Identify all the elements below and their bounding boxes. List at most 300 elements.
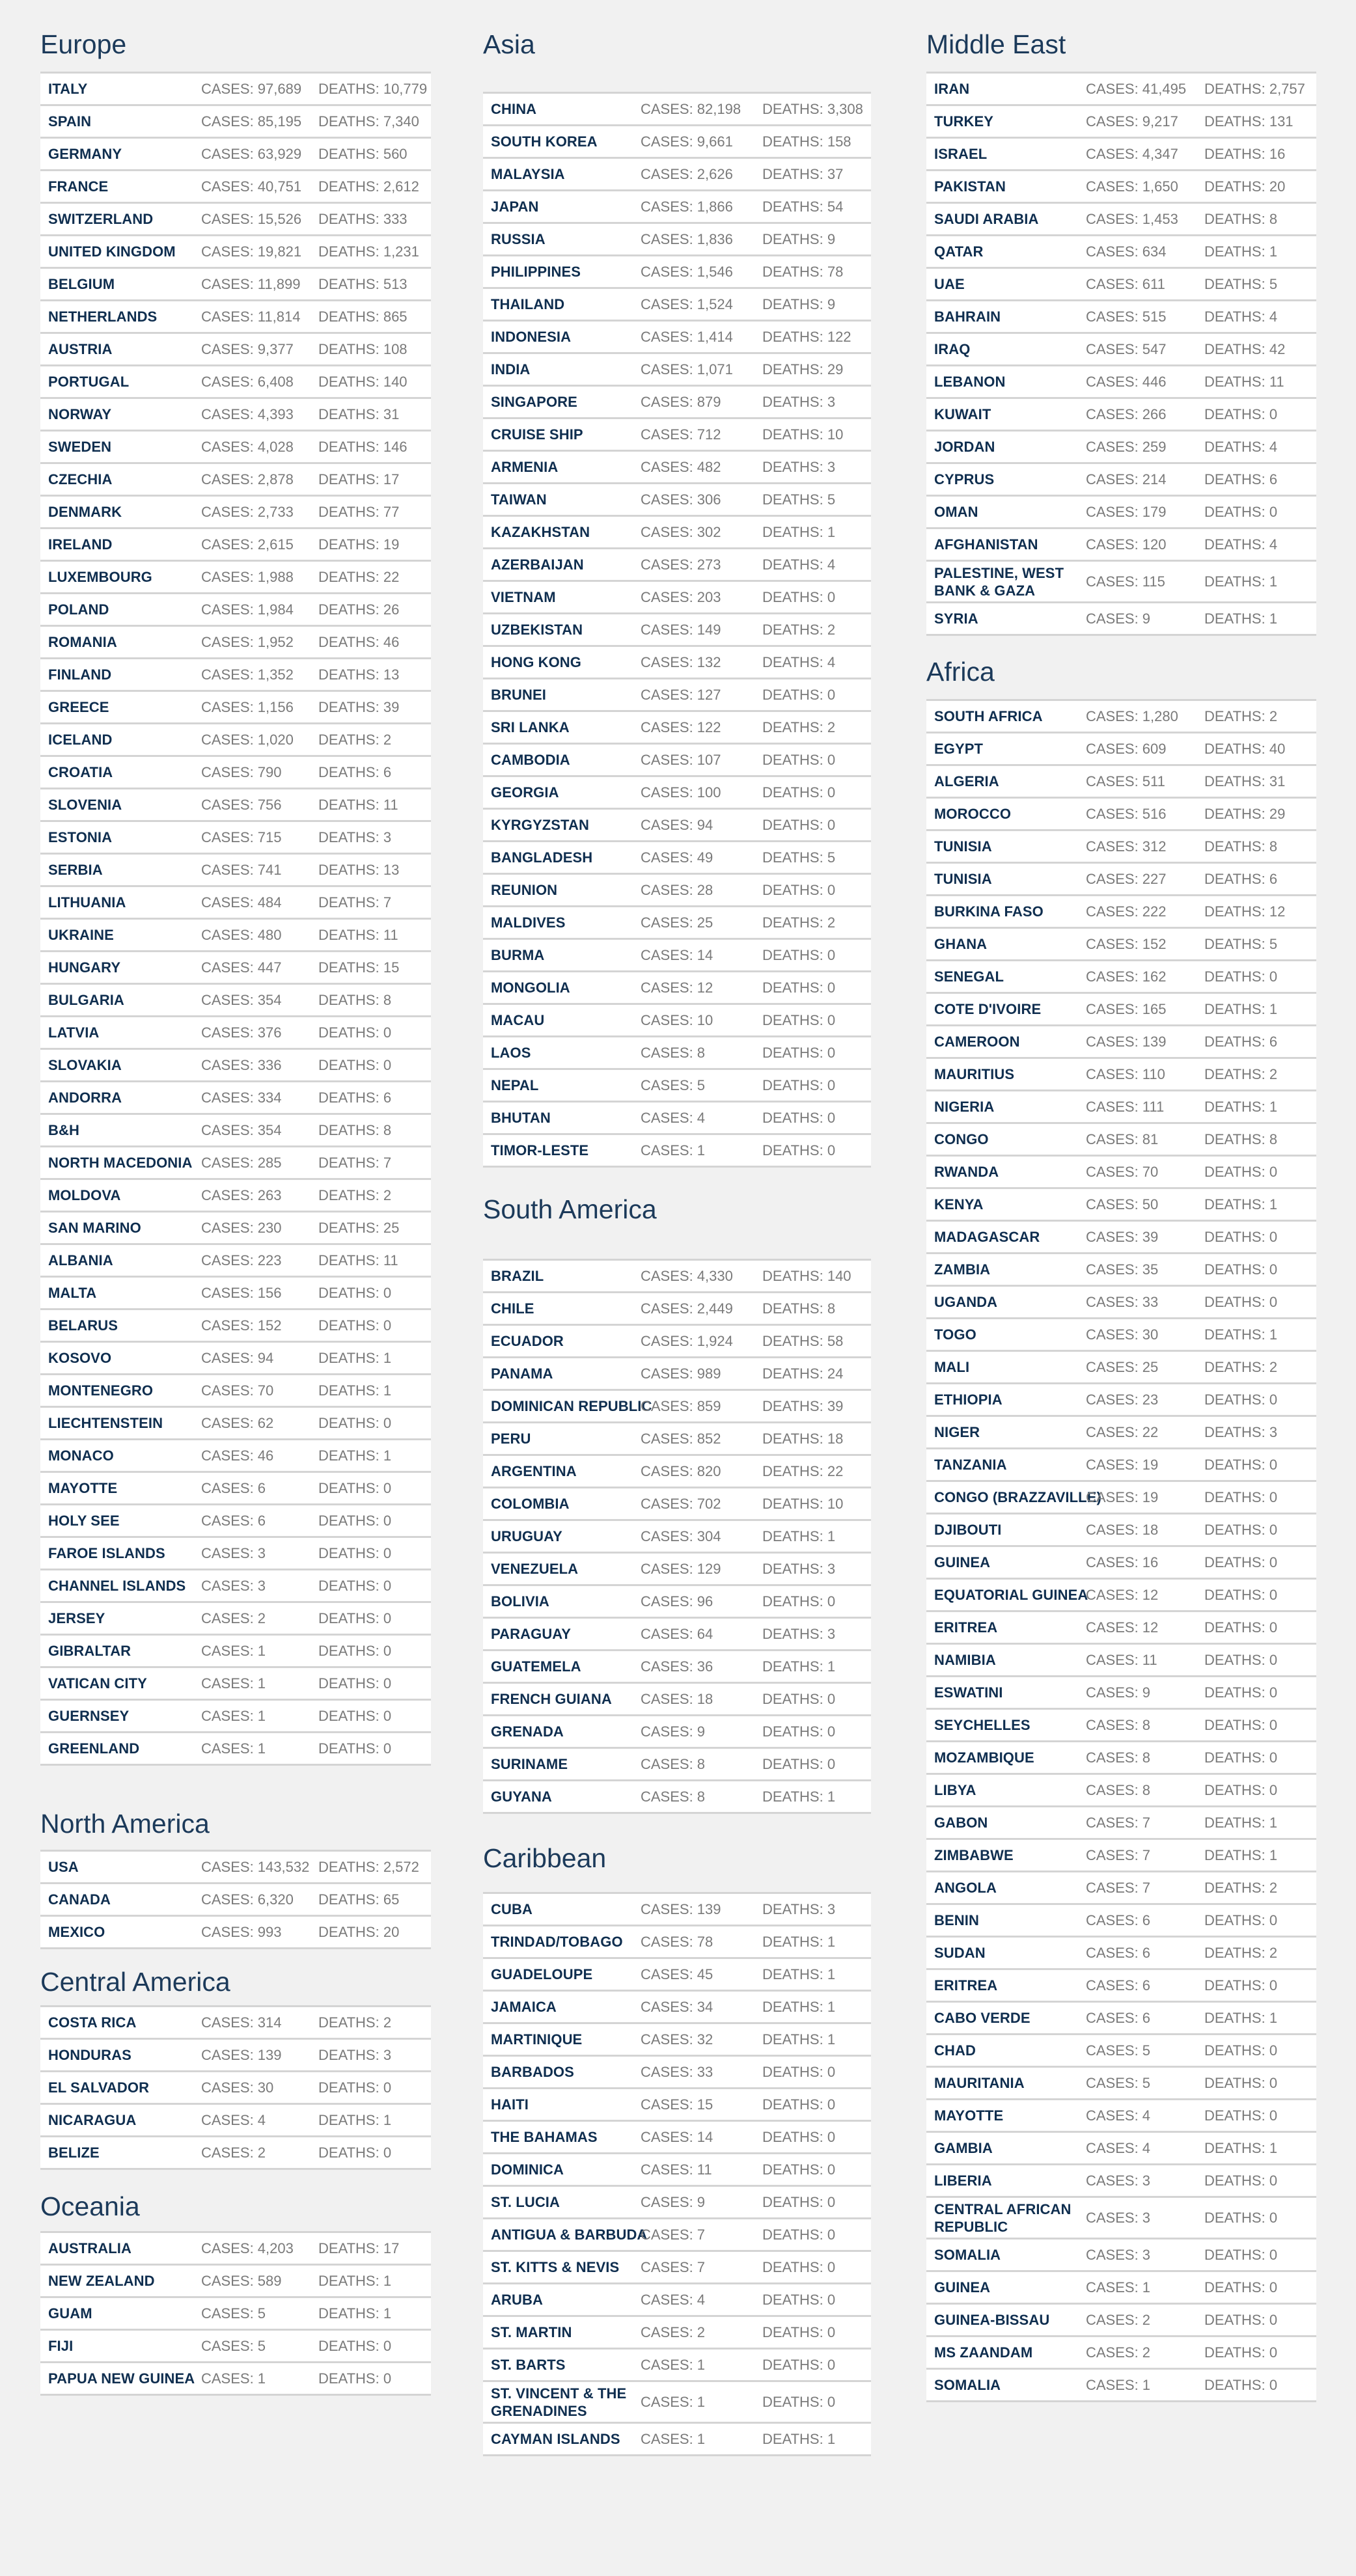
cases-count: CASES: 6 xyxy=(1086,1977,1151,1994)
cases-count: CASES: 1 xyxy=(201,1642,266,1659)
country-name: AUSTRIA xyxy=(48,340,113,357)
deaths-count: DEATHS: 1 xyxy=(1204,1098,1278,1115)
region-title-central-america: Central America xyxy=(40,1967,230,1997)
country-name: LIECHTENSTEIN xyxy=(48,1414,163,1431)
country-name: BRUNEI xyxy=(491,686,546,703)
region-title-north-america: North America xyxy=(40,1809,210,1839)
table-row xyxy=(40,2072,431,2105)
country-name: KAZAKHSTAN xyxy=(491,523,590,540)
cases-count: CASES: 14 xyxy=(641,2128,713,2145)
country-name: BHUTAN xyxy=(491,1109,551,1126)
country-name: SPAIN xyxy=(48,113,92,130)
deaths-count: DEATHS: 0 xyxy=(1204,1391,1278,1408)
deaths-count: DEATHS: 31 xyxy=(318,405,400,422)
country-name: UAE xyxy=(934,275,965,292)
cases-count: CASES: 4,330 xyxy=(641,1267,733,1284)
deaths-count: DEATHS: 1 xyxy=(762,2031,836,2048)
deaths-count: DEATHS: 0 xyxy=(318,1317,392,1334)
cases-count: CASES: 1,071 xyxy=(641,361,733,377)
country-name: HONG KONG xyxy=(491,653,582,670)
cases-count: CASES: 2 xyxy=(201,1610,266,1626)
country-name: HONDURAS xyxy=(48,2046,131,2063)
cases-count: CASES: 12 xyxy=(1086,1619,1159,1636)
table-row xyxy=(40,1852,431,1884)
country-name: UNITED KINGDOM xyxy=(48,243,176,260)
region-title-asia: Asia xyxy=(483,29,535,59)
deaths-count: DEATHS: 0 xyxy=(318,2370,392,2387)
table-row xyxy=(483,1005,871,1037)
deaths-count: DEATHS: 2 xyxy=(762,621,836,638)
cases-count: CASES: 285 xyxy=(201,1154,282,1171)
table-row xyxy=(483,1926,871,1959)
deaths-count: DEATHS: 0 xyxy=(762,2258,836,2275)
country-name: BULGARIA xyxy=(48,991,124,1008)
table-row xyxy=(483,517,871,549)
country-name: ZAMBIA xyxy=(934,1261,991,1278)
table-row xyxy=(926,1222,1316,1254)
country-name: COSTA RICA xyxy=(48,2014,137,2031)
table-row xyxy=(40,1115,431,1147)
cases-count: CASES: 354 xyxy=(201,1121,282,1138)
deaths-count: DEATHS: 0 xyxy=(1204,1749,1278,1766)
country-name: AFGHANISTAN xyxy=(934,536,1038,553)
cases-count: CASES: 304 xyxy=(641,1528,721,1544)
cases-count: CASES: 8 xyxy=(1086,1716,1151,1733)
cases-count: CASES: 94 xyxy=(641,816,713,833)
deaths-count: DEATHS: 2 xyxy=(762,719,836,735)
table-row xyxy=(40,2363,431,2396)
country-name: BENIN xyxy=(934,1911,979,1928)
table-row xyxy=(40,1505,431,1538)
cases-count: CASES: 139 xyxy=(641,1900,721,1917)
deaths-count: DEATHS: 6 xyxy=(318,1089,392,1106)
cases-count: CASES: 4,028 xyxy=(201,438,294,455)
country-name: CABO VERDE xyxy=(934,2009,1031,2026)
cases-count: CASES: 18 xyxy=(1086,1521,1159,1538)
cases-count: CASES: 41,495 xyxy=(1086,80,1187,97)
country-name: NEW ZEALAND xyxy=(48,2272,155,2289)
deaths-count: DEATHS: 0 xyxy=(762,946,836,963)
cases-count: CASES: 1 xyxy=(641,2393,706,2410)
table-row xyxy=(926,733,1316,766)
table-row xyxy=(926,464,1316,497)
country-name: DENMARK xyxy=(48,503,122,520)
country-name: RWANDA xyxy=(934,1163,999,1180)
table-row xyxy=(483,419,871,452)
deaths-count: DEATHS: 0 xyxy=(1204,1619,1278,1636)
country-name: ESTONIA xyxy=(48,829,113,845)
cases-count: CASES: 263 xyxy=(201,1186,282,1203)
table-row xyxy=(926,994,1316,1026)
table-row xyxy=(40,204,431,236)
deaths-count: DEATHS: 7 xyxy=(318,894,392,911)
country-name: IRELAND xyxy=(48,536,113,553)
deaths-count: DEATHS: 1 xyxy=(1204,610,1278,627)
cases-count: CASES: 16 xyxy=(1086,1554,1159,1570)
deaths-count: DEATHS: 19 xyxy=(318,536,400,553)
country-name: MONACO xyxy=(48,1447,114,1464)
table-row xyxy=(926,1807,1316,1840)
deaths-count: DEATHS: 513 xyxy=(318,275,408,292)
region-table-central-america xyxy=(40,2005,431,2170)
deaths-count: DEATHS: 11 xyxy=(1204,373,1284,390)
deaths-count: DEATHS: 1 xyxy=(762,1528,836,1544)
country-name: ALBANIA xyxy=(48,1252,113,1268)
cases-count: CASES: 4,347 xyxy=(1086,145,1178,162)
cases-count: CASES: 70 xyxy=(201,1382,274,1399)
table-row xyxy=(926,1124,1316,1157)
deaths-count: DEATHS: 22 xyxy=(318,568,400,585)
cases-count: CASES: 376 xyxy=(201,1024,282,1041)
cases-count: CASES: 1 xyxy=(641,2356,706,2373)
cases-count: CASES: 8 xyxy=(1086,1781,1151,1798)
country-name: TURKEY xyxy=(934,113,994,130)
deaths-count: DEATHS: 10 xyxy=(762,1495,844,1512)
table-row xyxy=(40,2040,431,2072)
table-row xyxy=(926,1775,1316,1807)
deaths-count: DEATHS: 1 xyxy=(762,2430,836,2447)
deaths-count: DEATHS: 40 xyxy=(1204,740,1286,757)
deaths-count: DEATHS: 0 xyxy=(1204,1684,1278,1701)
country-name: SERBIA xyxy=(48,861,103,878)
country-name: GUERNSEY xyxy=(48,1707,130,1724)
cases-count: CASES: 6 xyxy=(201,1512,266,1529)
deaths-count: DEATHS: 0 xyxy=(318,1577,392,1594)
deaths-count: DEATHS: 2 xyxy=(318,1186,392,1203)
region-table-europe xyxy=(40,72,431,1766)
country-name: ANDORRA xyxy=(48,1089,122,1106)
table-row xyxy=(926,1059,1316,1091)
deaths-count: DEATHS: 0 xyxy=(1204,1781,1278,1798)
cases-count: CASES: 4 xyxy=(641,2291,706,2308)
country-name: EGYPT xyxy=(934,740,984,757)
country-name: BRAZIL xyxy=(491,1267,544,1284)
table-row xyxy=(926,2165,1316,2198)
deaths-count: DEATHS: 3 xyxy=(1204,1423,1278,1440)
cases-count: CASES: 30 xyxy=(201,2079,274,2096)
deaths-count: DEATHS: 0 xyxy=(1204,2209,1278,2226)
table-row xyxy=(483,1261,871,1293)
deaths-count: DEATHS: 3 xyxy=(762,1900,836,1917)
table-row xyxy=(40,1082,431,1115)
cases-count: CASES: 94 xyxy=(201,1349,274,1366)
cases-count: CASES: 7 xyxy=(1086,1846,1151,1863)
cases-count: CASES: 8 xyxy=(1086,1749,1151,1766)
table-row xyxy=(483,354,871,387)
table-row xyxy=(926,269,1316,301)
deaths-count: DEATHS: 0 xyxy=(318,1056,392,1073)
cases-count: CASES: 589 xyxy=(201,2272,282,2289)
cases-count: CASES: 81 xyxy=(1086,1130,1159,1147)
table-row xyxy=(483,647,871,679)
deaths-count: DEATHS: 11 xyxy=(318,1252,398,1268)
deaths-count: DEATHS: 6 xyxy=(1204,1033,1278,1050)
table-row xyxy=(483,1391,871,1423)
deaths-count: DEATHS: 13 xyxy=(318,666,400,683)
cases-count: CASES: 3 xyxy=(1086,2172,1151,2189)
cases-count: CASES: 6,320 xyxy=(201,1891,294,1908)
country-name: UZBEKISTAN xyxy=(491,621,583,638)
country-name: SOUTH KOREA xyxy=(491,133,598,150)
country-name: COTE D'IVOIRE xyxy=(934,1000,1042,1017)
cases-count: CASES: 306 xyxy=(641,491,721,508)
country-name: ST. LUCIA xyxy=(491,2193,560,2210)
cases-count: CASES: 2,733 xyxy=(201,503,294,520)
table-row xyxy=(483,1358,871,1391)
cases-count: CASES: 62 xyxy=(201,1414,274,1431)
country-name: CHAD xyxy=(934,2042,976,2059)
deaths-count: DEATHS: 18 xyxy=(762,1430,844,1447)
deaths-count: DEATHS: 0 xyxy=(1204,1163,1278,1180)
cases-count: CASES: 11 xyxy=(641,2161,712,2178)
cases-count: CASES: 5 xyxy=(641,1076,706,1093)
deaths-count: DEATHS: 39 xyxy=(762,1397,844,1414)
cases-count: CASES: 222 xyxy=(1086,903,1167,920)
table-row xyxy=(483,1894,871,1926)
deaths-count: DEATHS: 0 xyxy=(1204,2246,1278,2263)
cases-count: CASES: 1 xyxy=(1086,2279,1151,2295)
deaths-count: DEATHS: 0 xyxy=(1204,1488,1278,1505)
cases-count: CASES: 32 xyxy=(641,2031,713,2048)
table-row xyxy=(40,1278,431,1310)
country-name: BURKINA FASO xyxy=(934,903,1044,920)
cases-count: CASES: 302 xyxy=(641,523,721,540)
table-row xyxy=(926,2305,1316,2337)
country-name: LATVIA xyxy=(48,1024,100,1041)
deaths-count: DEATHS: 0 xyxy=(762,784,836,801)
cases-count: CASES: 1,988 xyxy=(201,568,294,585)
country-name: PHILIPPINES xyxy=(491,263,581,280)
cases-count: CASES: 11,814 xyxy=(201,308,301,325)
table-row xyxy=(40,757,431,789)
cases-count: CASES: 22 xyxy=(1086,1423,1159,1440)
region-title-south-america: South America xyxy=(483,1194,657,1224)
table-row xyxy=(40,1733,431,1766)
cases-count: CASES: 4 xyxy=(1086,2139,1151,2156)
cases-count: CASES: 8 xyxy=(641,1044,706,1061)
cases-count: CASES: 336 xyxy=(201,1056,282,1073)
country-name: IRAN xyxy=(934,80,970,97)
country-name: COLOMBIA xyxy=(491,1495,570,1512)
table-row xyxy=(483,2350,871,2382)
country-name: CUBA xyxy=(491,1900,533,1917)
region-table-caribbean xyxy=(483,1892,871,2456)
country-name: HOLY SEE xyxy=(48,1512,120,1529)
cases-count: CASES: 82,198 xyxy=(641,100,741,117)
country-name: ETHIOPIA xyxy=(934,1391,1003,1408)
country-name: MONTENEGRO xyxy=(48,1382,154,1399)
cases-count: CASES: 790 xyxy=(201,763,282,780)
table-row xyxy=(40,887,431,920)
cases-count: CASES: 4,393 xyxy=(201,405,294,422)
table-row xyxy=(926,929,1316,961)
deaths-count: DEATHS: 158 xyxy=(762,133,851,150)
country-name: NIGERIA xyxy=(934,1098,995,1115)
cases-count: CASES: 50 xyxy=(1086,1196,1159,1213)
table-row xyxy=(926,366,1316,399)
country-name: CAYMAN ISLANDS xyxy=(491,2430,620,2447)
table-row xyxy=(40,1603,431,1636)
table-row xyxy=(483,322,871,354)
country-name: ST. KITTS & NEVIS xyxy=(491,2258,620,2275)
deaths-count: DEATHS: 1 xyxy=(762,1998,836,2015)
table-row xyxy=(40,1884,431,1917)
deaths-count: DEATHS: 7,340 xyxy=(318,113,419,130)
deaths-count: DEATHS: 65 xyxy=(318,1891,400,1908)
country-name: MAURITANIA xyxy=(934,2074,1025,2091)
country-name: AZERBAIJAN xyxy=(491,556,584,573)
cases-count: CASES: 110 xyxy=(1086,1065,1165,1082)
cases-count: CASES: 100 xyxy=(641,784,721,801)
country-name: SOMALIA xyxy=(934,2246,1001,2263)
country-name: UGANDA xyxy=(934,1293,998,1310)
table-row xyxy=(40,822,431,855)
cases-count: CASES: 312 xyxy=(1086,838,1167,855)
table-row xyxy=(926,1352,1316,1384)
deaths-count: DEATHS: 0 xyxy=(1204,1521,1278,1538)
country-name: CZECHIA xyxy=(48,471,113,487)
deaths-count: DEATHS: 0 xyxy=(762,588,836,605)
cases-count: CASES: 5 xyxy=(201,2337,266,2354)
deaths-count: DEATHS: 0 xyxy=(318,1740,392,1757)
country-name: JERSEY xyxy=(48,1610,105,1626)
cases-count: CASES: 3 xyxy=(1086,2209,1151,2226)
country-name: MOROCCO xyxy=(934,805,1012,822)
country-name: ALGERIA xyxy=(934,773,999,789)
table-row xyxy=(483,1135,871,1168)
deaths-count: DEATHS: 2 xyxy=(318,731,392,748)
country-name: GHANA xyxy=(934,935,988,952)
deaths-count: DEATHS: 0 xyxy=(318,1642,392,1659)
table-row xyxy=(483,614,871,647)
country-name: LIBYA xyxy=(934,1781,976,1798)
table-row xyxy=(483,1293,871,1326)
cases-count: CASES: 5 xyxy=(1086,2042,1151,2059)
country-name: HUNGARY xyxy=(48,959,121,976)
cases-count: CASES: 143,532 xyxy=(201,1858,310,1875)
table-row xyxy=(926,301,1316,334)
table-row xyxy=(40,1343,431,1375)
deaths-count: DEATHS: 1,231 xyxy=(318,243,419,260)
cases-count: CASES: 18 xyxy=(641,1690,713,1707)
deaths-count: DEATHS: 37 xyxy=(762,165,844,182)
cases-count: CASES: 989 xyxy=(641,1365,721,1382)
deaths-count: DEATHS: 0 xyxy=(318,2144,392,2161)
deaths-count: DEATHS: 6 xyxy=(1204,471,1278,487)
country-name: THAILAND xyxy=(491,295,565,312)
cases-count: CASES: 107 xyxy=(641,751,721,768)
country-name: ARGENTINA xyxy=(491,1462,577,1479)
deaths-count: DEATHS: 1 xyxy=(318,1382,392,1399)
country-name: PAKISTAN xyxy=(934,178,1006,195)
table-row xyxy=(926,334,1316,366)
table-row xyxy=(483,2024,871,2057)
deaths-count: DEATHS: 1 xyxy=(318,2305,392,2322)
deaths-count: DEATHS: 31 xyxy=(1204,773,1286,789)
cases-count: CASES: 1,524 xyxy=(641,295,733,312)
region-table-asia xyxy=(483,92,871,1168)
deaths-count: DEATHS: 2 xyxy=(1204,1879,1278,1896)
deaths-count: DEATHS: 9 xyxy=(762,230,836,247)
table-row xyxy=(483,256,871,289)
country-name: PORTUGAL xyxy=(48,373,130,390)
deaths-count: DEATHS: 5 xyxy=(1204,275,1278,292)
deaths-count: DEATHS: 0 xyxy=(318,2337,392,2354)
table-row xyxy=(926,1026,1316,1059)
deaths-count: DEATHS: 0 xyxy=(762,816,836,833)
cases-count: CASES: 96 xyxy=(641,1593,713,1610)
country-name: MOLDOVA xyxy=(48,1186,121,1203)
cases-count: CASES: 2,449 xyxy=(641,1300,733,1317)
table-row xyxy=(40,1668,431,1701)
table-row xyxy=(40,1310,431,1343)
deaths-count: DEATHS: 8 xyxy=(1204,210,1278,227)
table-row xyxy=(483,2382,871,2424)
deaths-count: DEATHS: 2,612 xyxy=(318,178,419,195)
table-row xyxy=(483,810,871,842)
country-name: TRINDAD/TOBAGO xyxy=(491,1933,623,1950)
deaths-count: DEATHS: 11 xyxy=(318,926,398,943)
table-row xyxy=(483,1423,871,1456)
deaths-count: DEATHS: 8 xyxy=(318,1121,392,1138)
deaths-count: DEATHS: 78 xyxy=(762,263,844,280)
table-row xyxy=(40,724,431,757)
cases-count: CASES: 1 xyxy=(201,1675,266,1692)
country-name: THE BAHAMAS xyxy=(491,2128,598,2145)
country-name: JAPAN xyxy=(491,198,539,215)
country-name: ARUBA xyxy=(491,2291,543,2308)
cases-count: CASES: 1 xyxy=(201,1740,266,1757)
deaths-count: DEATHS: 333 xyxy=(318,210,408,227)
country-name: ST. VINCENT & THE GRENADINES xyxy=(491,2385,627,2419)
cases-count: CASES: 9 xyxy=(1086,1684,1151,1701)
deaths-count: DEATHS: 0 xyxy=(1204,1586,1278,1603)
country-name: ANGOLA xyxy=(934,1879,997,1896)
deaths-count: DEATHS: 0 xyxy=(1204,1228,1278,1245)
table-row xyxy=(40,1636,431,1668)
country-name: CYPRUS xyxy=(934,471,995,487)
deaths-count: DEATHS: 29 xyxy=(1204,805,1286,822)
country-name: LEBANON xyxy=(934,373,1006,390)
cases-count: CASES: 482 xyxy=(641,458,721,475)
deaths-count: DEATHS: 8 xyxy=(1204,1130,1278,1147)
table-row xyxy=(483,679,871,712)
cases-count: CASES: 2,878 xyxy=(201,471,294,487)
deaths-count: DEATHS: 0 xyxy=(318,2079,392,2096)
country-name: URUGUAY xyxy=(491,1528,562,1544)
country-name: DOMINICAN REPUBLIC xyxy=(491,1397,652,1414)
country-name: MADAGASCAR xyxy=(934,1228,1040,1245)
table-row xyxy=(40,236,431,269)
deaths-count: DEATHS: 0 xyxy=(762,881,836,898)
table-row xyxy=(926,562,1316,603)
table-row xyxy=(926,2003,1316,2035)
country-name: CANADA xyxy=(48,1891,111,1908)
deaths-count: DEATHS: 108 xyxy=(318,340,408,357)
table-row xyxy=(926,1938,1316,1970)
cases-count: CASES: 1,156 xyxy=(201,698,294,715)
country-name: LIBERIA xyxy=(934,2172,992,2189)
country-name: VIETNAM xyxy=(491,588,556,605)
country-name: BANGLADESH xyxy=(491,849,593,866)
table-row xyxy=(40,432,431,464)
deaths-count: DEATHS: 140 xyxy=(318,373,408,390)
cases-count: CASES: 484 xyxy=(201,894,282,911)
table-row xyxy=(926,236,1316,269)
country-name: AUSTRALIA xyxy=(48,2240,132,2256)
deaths-count: DEATHS: 26 xyxy=(318,601,400,618)
cases-count: CASES: 129 xyxy=(641,1560,721,1577)
